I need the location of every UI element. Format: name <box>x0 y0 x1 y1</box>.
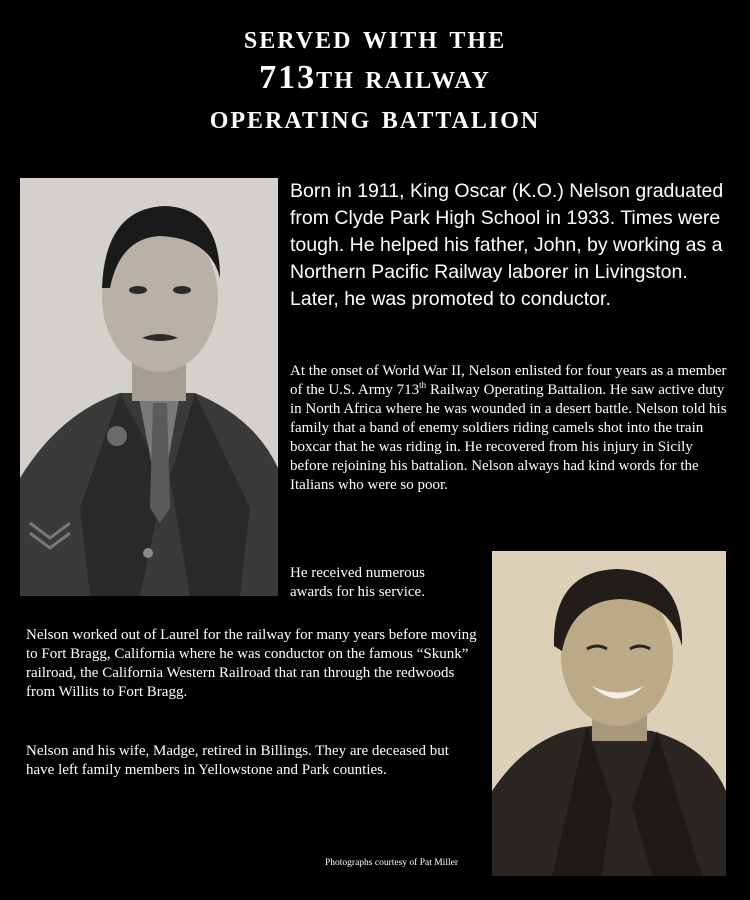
portrait-leather-jacket-photo <box>492 551 726 876</box>
awards-paragraph: He received numerous awards for his service. <box>290 565 425 600</box>
title-line-1: served with the <box>243 19 507 56</box>
railway-career-paragraph: Nelson worked out of Laurel for the railway for many years before moving to Fort Bragg, California where he was conductor on the famous “Skunk” railroad, the California Western Railroad that ran through the redwoods from Willits to Fort Bragg. <box>26 627 477 700</box>
retirement-paragraph: Nelson and his wife, Madge, retired in Billings. They are deceased but have left family members in Yellowstone and Park counties. <box>26 743 449 778</box>
title-line-2: 713th railway <box>259 59 491 96</box>
lead-paragraph: Born in 1911, King Oscar (K.O.) Nelson graduated from Clyde Park High School in 1933. Times were tough. He helped his father, John, by working as a Northern Pacific Railway laborer in Livingston. Later, he was promoted to conductor. <box>290 180 724 310</box>
title-line-3: operating battalion <box>209 99 541 136</box>
war-service-paragraph: At the onset of World War II, Nelson enlisted for four years as a member of the U.S. Army 713th Railway Operating Battalion. He saw active duty in North Africa where he was wounded in a desert battle. Nelson told his family that a band of enemy soldiers riding camels shot into the train boxcar that he was riding in. He recovered from his injury in Sicily before rejoining his battalion. Nelson always had kind words for the Italians who were so poor. <box>290 363 727 493</box>
portrait-uniform-photo <box>20 178 278 596</box>
photo-credit: Photographs courtesy of Pat Miller <box>325 858 458 868</box>
page-title <box>0 18 750 138</box>
